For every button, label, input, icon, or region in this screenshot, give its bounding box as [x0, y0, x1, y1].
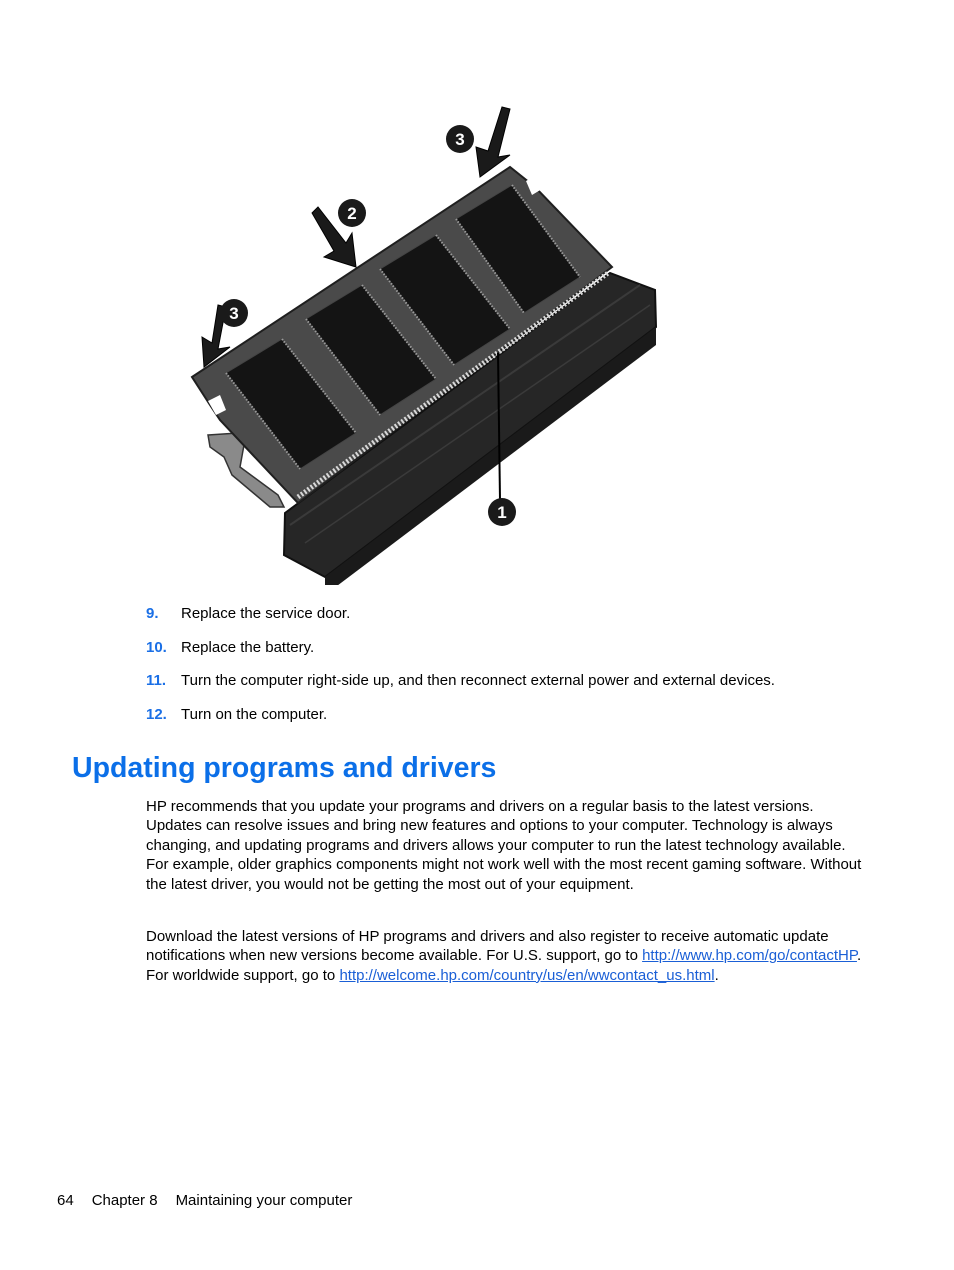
paragraph-text: .: [714, 966, 719, 984]
worldwide-support-link[interactable]: http://welcome.hp.com/country/us/en/wwcontact_us.html: [339, 966, 715, 984]
step-item: [146, 604, 775, 638]
callout-label: 1: [497, 503, 507, 522]
step-number: 12.: [146, 706, 167, 724]
paragraph-text: Download the latest versions of HP programs and drivers and also register to receive automatic update notifications when new versions become available. For U.S. support, go to: [146, 928, 829, 965]
step-text: Turn the computer right-side up, and then reconnect external power and external devices.: [181, 672, 775, 690]
page-number: 64: [57, 1192, 74, 1209]
chapter-title: Maintaining your computer: [175, 1192, 353, 1209]
callout-3-left: [220, 299, 248, 327]
step-item: [146, 671, 775, 705]
step-text: Replace the service door.: [181, 605, 351, 622]
callout-1: [488, 498, 516, 526]
step-item: [146, 705, 775, 739]
callout-label: 3: [229, 304, 239, 323]
callout-2: [338, 199, 366, 227]
body-paragraph: HP recommends that you update your programs and drivers on a regular basis to the latest versions. Updates can resolve issues and bring new features and options to your computer. Technology is always changing, and updating programs and drivers allows your computer to run the latest technology available. For example, older graphics components might not work well with the most recent gaming software. Without the latest driver, you would not be getting the most out of your equipment.: [146, 798, 862, 893]
chapter-label: Chapter 8: [91, 1192, 158, 1209]
memory-module-illustration: [180, 95, 670, 585]
step-number: 9.: [146, 605, 159, 622]
page-footer: [57, 1191, 370, 1211]
step-item: [146, 638, 775, 672]
paragraph-text: . For worldwide support, go to: [146, 947, 862, 984]
steps-list: [146, 604, 775, 739]
us-support-link[interactable]: http://www.hp.com/go/contactHP: [642, 947, 857, 965]
callout-label: 2: [347, 204, 357, 223]
section-heading: Updating programs and drivers: [72, 752, 497, 784]
callout-3-top: [446, 125, 474, 153]
step-text: Turn on the computer.: [181, 706, 328, 724]
step-text: Replace the battery.: [181, 638, 315, 656]
step-number: 11.: [146, 672, 167, 690]
body-paragraph-support: [146, 927, 868, 985]
step-number: 10.: [146, 638, 167, 656]
callout-label: 3: [455, 130, 465, 149]
